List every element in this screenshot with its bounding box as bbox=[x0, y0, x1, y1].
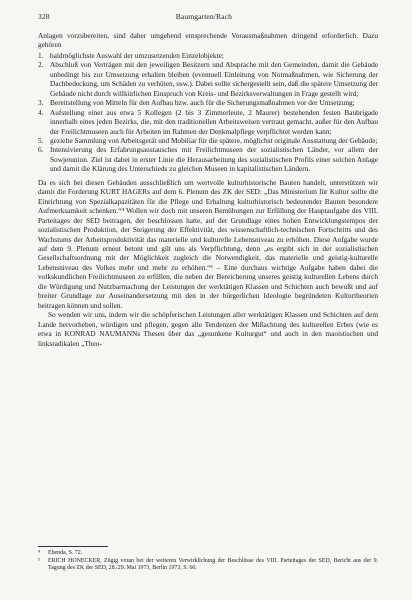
page-number: 328 bbox=[38, 12, 50, 21]
body-paragraph: Da es sich bei diesen Gebäuden ausschließlich um wertvolle kulturhistorische Bauten handelt, unterstützen wir damit die Forderung KURT HAGERs auf dem 6. Plenum des ZK der SED: „Das Ministerium für Kultur sollte die Einrichtung von Spezialkapazitäten für die Pflege und Erhaltung kulturhistorisch bedeutender Bauten besondere Aufmerksamkeit schenken.“⁴ Wollen wir doch mit unseren Bemühungen zur Erfüllung der Hauptaufgabe des VIII. Parteitages der SED beitragen, der beschlossen hatte, auf der Grundlage eines hohen Entwicklungstempos der sozialistischen Produktion, der Steigerung der Effektivität, des wissenschaftlich-technischen Fortschritts und des Wachstums der Arbeitsproduktivität das materielle und kulturelle Lebensniveau zu erhöhen. Diese Aufgabe wurde auf dem 9. Plenum erneut betont und gilt uns als Verpflichtung, denn „es ergibt sich in der sozialistischen Gesellschaftsordnung mit der Möglichkeit zugleich die Notwendigkeit, das materielle und geistig-kulturelle Lebensniveau des Volkes mehr und mehr zu erhöhen.“⁵ – Eine durchaus wichtige Aufgabe haben dabei die volkskundlichen Freilichtmuseen zu erfüllen, die neben der Bereicherung unseres geistig kulturellen Lebens durch die Würdigung und Nutzbarmachung der Leistungen der werktätigen Klassen und Schichten auch bewußt und auf breiter Grundlage zur Auseinandersetzung mit den in der bürgerlichen Ideologie begründeten Kulturtheorien beitragen können und sollen. bbox=[38, 177, 378, 310]
footnote-rule bbox=[38, 546, 108, 547]
footnote: ⁵ ERICH HONECKER, Zügig voran bei der weiteren Verwirklichung der Beschlüsse des VIII. Parteitages der SED, Bericht aus der 9. Tagung des ZK der SED, 28./29. Mai 1973, Berlin 1973, S. 60. bbox=[38, 557, 378, 571]
intro-paragraph: Anlagen vorzubereiten, sind daher umgehend entsprechende Vorausmaßnahmen dringend erforderlich. Dazu gehören bbox=[38, 31, 378, 50]
list-item: 3. Bereitstellung von Mitteln für den Aufbau bzw. auch für die Sicherungsmaßnahmen vor der Umsetzung; bbox=[38, 98, 355, 108]
footnotes bbox=[38, 546, 378, 573]
list-item: 1. baldmöglichste Auswahl der umzusetzenden Einzelobjekte; bbox=[38, 50, 224, 60]
list-item: 6. Intensivierung des Erfahrungsaustausches mit Freilichtmuseen der sozialistischen Länder, vor allem der Sowjetunion. Ziel ist dabei in erster Linie die Herausarbeitung des sozialistischen Profils einer solchen Anlage und damit die Klärung des Unterschieds zu gleichen Museen in kapitalistischen Ländern. bbox=[38, 145, 378, 174]
author-header: Baumgarten/Rach bbox=[175, 12, 233, 21]
list-item: 5. gezielte Sammlung von Arbeitsgerät und Mobiliar für die spätere, möglichst originale Ausstattung der Gebäude; bbox=[38, 135, 378, 145]
numbered-list bbox=[38, 51, 378, 174]
body-paragraph: So wenden wir uns, indem wir die schöpferischen Leistungen aller werktätigen Klassen und Schichten auf dem Lande hervorheben, würdigen und pflegen, gegen alle Tendenzen der Mißachtung des kulturellen Erbes (wie es etwa in KONRAD NAUMANNs Thesen über das „gesunkene Kulturgut“ und auch in den maoistischen und linksradikalen „Theo- bbox=[38, 310, 378, 348]
list-item: 4. Aufstellung einer aus etwa 5 Kollegen (2 bis 3 Zimmerleute, 2 Maurer) bestehenden festen Baubrigade innerhalb eines jeden Bezirks, die, mit den traditionellen Arbeitsweisen vertraut gemacht, außer für den Aufbau der Freilichtmuseen auch für Arbeiten im Rahmen der Denkmalpflege verpflichtet werden kann; bbox=[38, 107, 378, 136]
running-head bbox=[38, 12, 378, 21]
list-item: 2. Abschluß von Verträgen mit den jeweiligen Besitzern und Absprache mit den Gemeinden, damit die Gebäude unbedingt bis zur Umsetzung erhalten bleiben (eventuell Einleitung von Notmaßnahmen, wie Sicherung der Dachbedeckung, um Schäden zu verhüten, usw.). Dabei sollte sichergestellt sein, daß die spätere Umsetzung der Gebäude nicht durch willkürlichen Einspruch von Kreis- und Bezirksverwaltungen in Frage gestellt wird; bbox=[38, 60, 378, 98]
footnote: ⁴ Ebenda, S. 72. bbox=[38, 550, 83, 556]
